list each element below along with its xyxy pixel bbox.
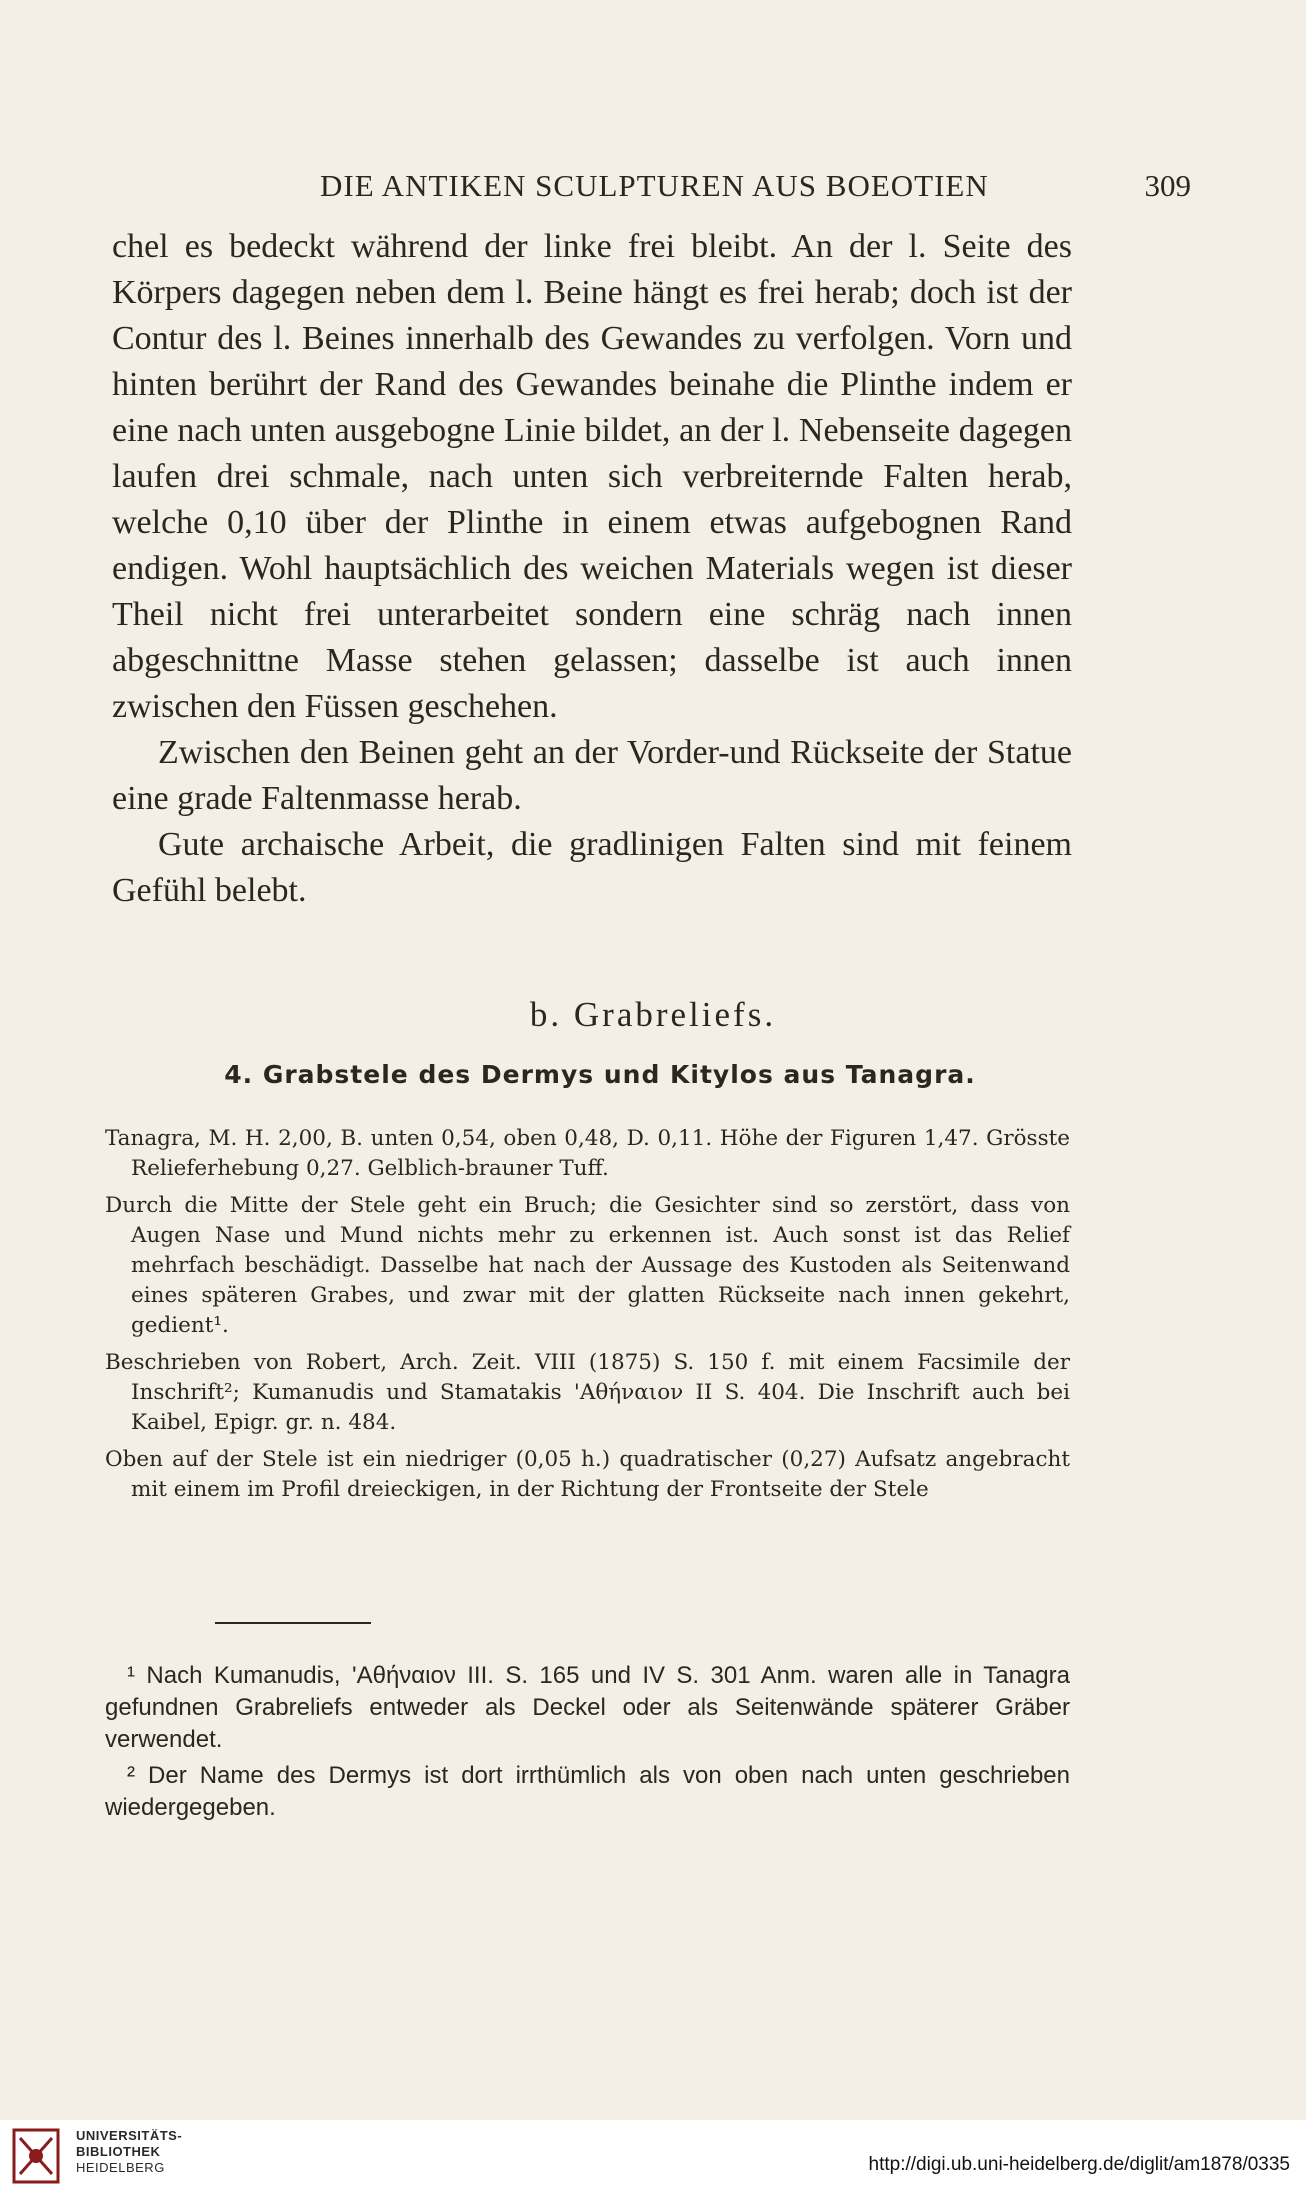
library-name: [76, 2128, 182, 2176]
entry-measurements: Tanagra, M. H. 2,00, B. unten 0,54, oben 0,48, D. 0,11. Höhe der Figuren 1,47. Grösste Relieferhebung 0,27. Gelblich-brauner Tuff.: [105, 1126, 1070, 1181]
page-number: 309: [1144, 168, 1191, 203]
footnote-text: Nach Kumanudis, 'Αθήναιον III. S. 165 und IV S. 301 Anm. waren alle in Tanagra gefundnen Grabreliefs entweder als Deckel oder als Seitenwände späterer Gräber verwendet.: [105, 1662, 1070, 1753]
library-line-1: UNIVERSITÄTS-: [76, 2128, 183, 2143]
subsection-title: 4. Grabstele des Dermys und Kitylos aus Tanagra.: [224, 1060, 976, 1089]
catalog-entry: [105, 1124, 1070, 1512]
university-seal-icon: [10, 2124, 70, 2188]
entry-condition: Durch die Mitte der Stele geht ein Bruch; die Gesichter sind so zerstört, dass von Augen Nase und Mund nichts mehr zu erkennen ist. Auch sonst ist das Relief mehrfach beschädigt. Dasselbe hat nach der Aussage des Kustoden als Seitenwand eines späteren Grabes, und zwar mit der glatten Rückseite nach innen gekehrt, gedient¹.: [105, 1193, 1070, 1338]
footnote-mark: ²: [127, 1762, 135, 1789]
footnote-1: [105, 1660, 1070, 1756]
footnote-mark: ¹: [127, 1662, 135, 1689]
section-title: b. Grabreliefs.: [529, 995, 777, 1034]
entry-description: Oben auf der Stele ist ein niedriger (0,05 h.) quadratischer (0,27) Aufsatz angebracht mit einem im Profil dreieckigen, in der Richtung der Frontseite der Stele: [105, 1447, 1070, 1502]
footnote-2: [105, 1760, 1070, 1824]
running-head: DIE ANTIKEN SCULPTUREN AUS BOEOTIEN: [320, 168, 989, 203]
paragraph-1: chel es bedeckt während der linke frei bleibt. An der l. Seite des Körpers dagegen neben dem l. Beine hängt es frei herab; doch ist der Contur des l. Beines innerhalb des Gewandes zu verfolgen. Vorn und hinten berührt der Rand des Gewandes beinahe die Plinthe indem er eine nach unten ausgebogne Linie bildet, an der l. Nebenseite dagegen laufen drei schmale, nach unten sich verbreiternde Falten herab, welche 0,10 über der Plinthe in einem etwas aufgebognen Rand endigen. Wohl hauptsächlich des weichen Materials wegen ist dieser Theil nicht frei unterarbeitet sondern eine schräg nach innen abgeschnittne Masse stehen gelassen; dasselbe ist auch innen zwischen den Füssen geschehen.: [112, 228, 1072, 725]
body-text: [112, 224, 1072, 914]
paragraph-2: Zwischen den Beinen geht an der Vorder-und Rückseite der Statue eine grade Faltenmasse herab.: [112, 734, 1072, 817]
entry-bibliography: Beschrieben von Robert, Arch. Zeit. VIII (1875) S. 150 f. mit einem Facsimile der Inschrift²; Kumanudis und Stamatakis 'Αθήναιον II S. 404. Die Inschrift auch bei Kaibel, Epigr. gr. n. 484.: [105, 1350, 1070, 1435]
footnote-divider: [215, 1622, 371, 1624]
page-header: [110, 168, 1191, 208]
footnote-text: Der Name des Dermys ist dort irrthümlich als von oben nach unten geschrieben wiedergegeben.: [105, 1762, 1071, 1821]
source-url-link[interactable]: http://digi.ub.uni-heidelberg.de/diglit/am1878/0335: [868, 2154, 1290, 2175]
library-line-3: HEIDELBERG: [76, 2160, 165, 2175]
footnotes: [105, 1660, 1070, 1828]
library-line-2: BIBLIOTHEK: [76, 2144, 161, 2159]
paragraph-3: Gute archaische Arbeit, die gradlinigen Falten sind mit feinem Gefühl belebt.: [112, 826, 1072, 909]
